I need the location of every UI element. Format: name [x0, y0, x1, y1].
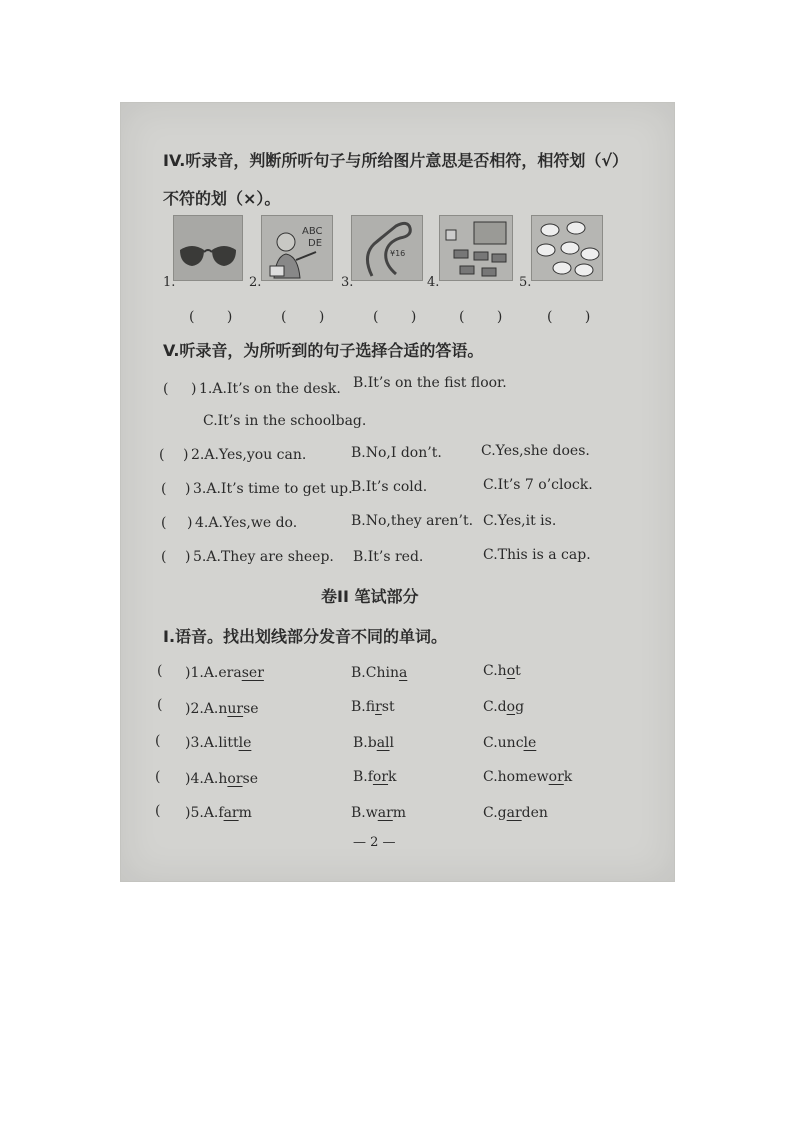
- section-i-title: I.语音。找出划线部分发音不同的单词。: [163, 627, 448, 646]
- option-a: )3.A.little: [185, 735, 252, 751]
- svg-text:¥16: ¥16: [390, 249, 406, 258]
- option-a: )5.A.farm: [185, 805, 252, 821]
- answer-paren[interactable]: (: [163, 381, 169, 397]
- svg-text:ABC: ABC: [302, 226, 323, 237]
- answer-paren[interactable]: (: [155, 803, 161, 819]
- picture-number: 5.: [519, 275, 532, 290]
- underlined-part: ar: [223, 805, 239, 821]
- underlined-part: or: [372, 769, 389, 785]
- option-a: )4.A.horse: [185, 771, 259, 787]
- price-tag-icon: [351, 215, 423, 281]
- picture-number: 2.: [249, 275, 262, 290]
- underlined-part: o: [506, 663, 516, 679]
- answer-bracket[interactable]: ( ): [459, 309, 517, 325]
- sunglasses-icon: [173, 215, 243, 281]
- answer-bracket[interactable]: ( ): [281, 309, 339, 325]
- sheep-icon: [531, 215, 603, 281]
- underlined-part: o: [506, 699, 516, 715]
- answer-bracket[interactable]: ( ): [189, 309, 247, 325]
- option-c: C.This is a cap.: [483, 547, 591, 563]
- option-b: B.No,they aren’t.: [351, 513, 474, 529]
- underlined-part: al: [376, 735, 390, 751]
- underlined-part: ur: [227, 701, 244, 717]
- answer-bracket[interactable]: ( ): [373, 309, 431, 325]
- answer-paren[interactable]: (: [155, 733, 161, 749]
- option-b: B.China: [351, 665, 408, 681]
- exam-page: [120, 102, 675, 882]
- underlined-part: le: [523, 735, 537, 751]
- answer-paren[interactable]: (: [155, 769, 161, 785]
- answer-paren[interactable]: (: [157, 663, 163, 679]
- option-b: B.first: [351, 699, 395, 715]
- answer-bracket[interactable]: ( ): [547, 309, 605, 325]
- section-iv-title-line2: 不符的划（×）。: [163, 189, 281, 208]
- option-c: C.It’s in the schoolbag.: [203, 413, 367, 429]
- svg-text:DE: DE: [308, 238, 323, 249]
- classroom-icon: [439, 215, 513, 281]
- option-a: )1.A.eraser: [185, 665, 264, 681]
- underlined-part: ir: [375, 699, 382, 715]
- option-c: C.garden: [483, 805, 548, 821]
- option-b: B.ball: [353, 735, 395, 751]
- teacher-icon: [261, 215, 333, 281]
- picture-number: 4.: [427, 275, 440, 290]
- option-b: B.No,I don’t.: [351, 445, 442, 461]
- underlined-part: or: [548, 769, 564, 785]
- question-3-close: ): [185, 481, 191, 497]
- option-a: 2.A.Yes,you can.: [191, 447, 307, 463]
- option-c: C.uncle: [483, 735, 537, 751]
- option-c: C.Yes,it is.: [483, 513, 557, 529]
- option-c: C.dog: [483, 699, 525, 715]
- option-a: 5.A.They are sheep.: [193, 549, 334, 565]
- option-c: C.homework: [483, 769, 573, 785]
- option-b: B.It’s on the fist floor.: [353, 375, 507, 391]
- option-c: C.hot: [483, 663, 521, 679]
- answer-paren[interactable]: (: [161, 549, 167, 565]
- picture-number: 3.: [341, 275, 354, 290]
- option-a: 4.A.Yes,we do.: [195, 515, 298, 531]
- question-4-close: ): [187, 515, 193, 531]
- option-b: B.It’s red.: [353, 549, 424, 565]
- question-5-close: ): [185, 549, 191, 565]
- underlined-part: ser: [241, 665, 264, 681]
- picture-number: 1.: [163, 275, 176, 290]
- underlined-part: le: [238, 735, 252, 751]
- question-2-close: ): [183, 447, 189, 463]
- option-a: 1.A.It’s on the desk.: [199, 381, 341, 397]
- section-v-title: V.听录音，为所听到的句子选择合适的答语。: [163, 341, 484, 360]
- section-iv-title-line1: IV.听录音，判断所听句子与所给图片意思是否相符，相符划（√）: [163, 151, 629, 170]
- option-a: )2.A.nurse: [185, 701, 259, 717]
- underlined-part: a: [398, 665, 408, 681]
- answer-paren[interactable]: (: [161, 481, 167, 497]
- underlined-part: ar: [506, 805, 522, 821]
- option-c: C.It’s 7 o’clock.: [483, 477, 593, 493]
- underlined-part: ar: [377, 805, 393, 821]
- underlined-part: or: [227, 771, 243, 787]
- option-b: B.warm: [351, 805, 407, 821]
- page-number: — 2 —: [353, 835, 396, 850]
- part-ii-title: 卷II 笔试部分: [321, 587, 419, 606]
- option-b: B.fork: [353, 769, 397, 785]
- option-b: B.It’s cold.: [351, 479, 428, 495]
- answer-paren[interactable]: (: [161, 515, 167, 531]
- question-1-close: ): [191, 381, 197, 397]
- option-c: C.Yes,she does.: [481, 443, 590, 459]
- option-a: 3.A.It’s time to get up.: [193, 481, 353, 497]
- answer-paren[interactable]: (: [159, 447, 165, 463]
- answer-paren[interactable]: (: [157, 697, 163, 713]
